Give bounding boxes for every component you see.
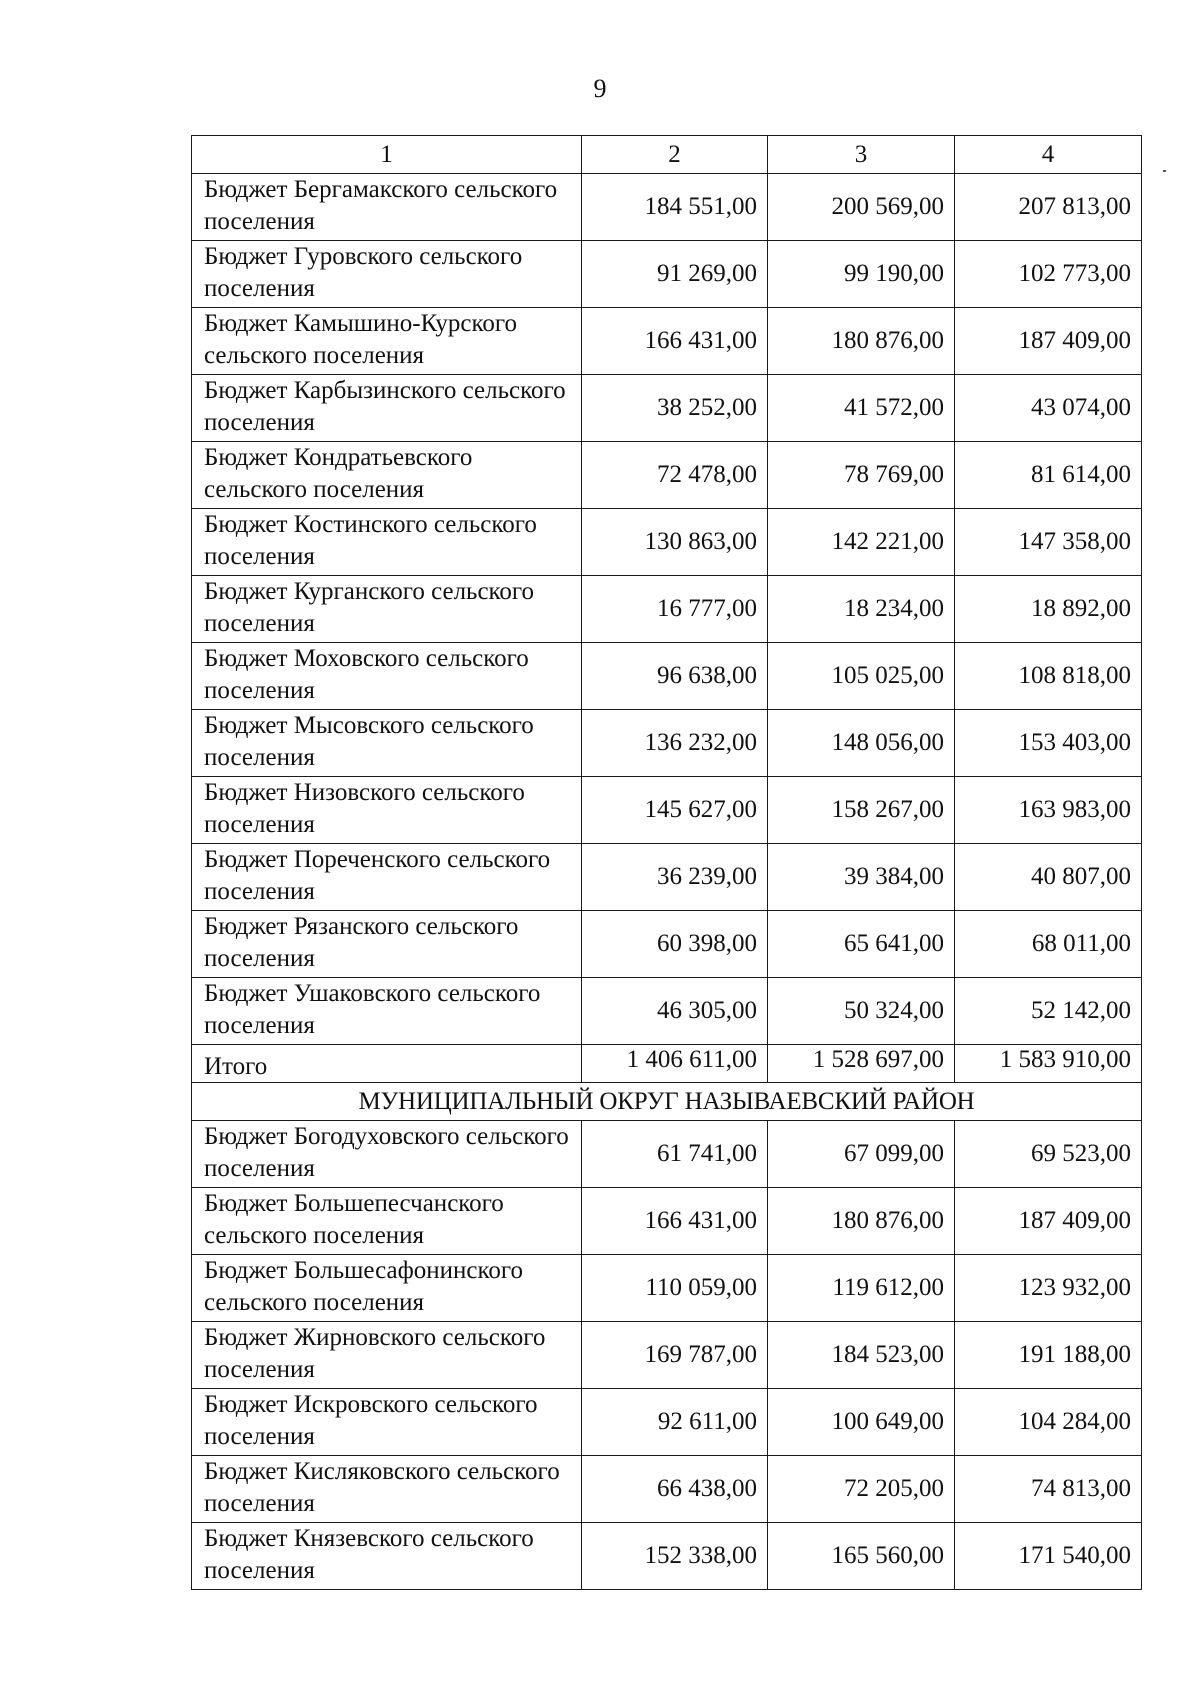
value-cell-col3: 119 612,00 <box>768 1255 955 1322</box>
value-cell-col4: 81 614,00 <box>955 442 1142 509</box>
value-cell-col4: 191 188,00 <box>955 1322 1142 1389</box>
value-cell-col4: 207 813,00 <box>955 174 1142 241</box>
value-cell-col3: 158 267,00 <box>768 777 955 844</box>
column-header: 4 <box>955 136 1142 174</box>
value-cell-col2: 110 059,00 <box>582 1255 768 1322</box>
value-cell-col2: 169 787,00 <box>582 1322 768 1389</box>
budget-name-cell: Бюджет Низовского сельского поселения <box>192 777 582 844</box>
value-cell-col3: 50 324,00 <box>768 978 955 1045</box>
total-value-col2: 1 406 611,00 <box>582 1045 768 1083</box>
scan-speck <box>1163 170 1166 172</box>
value-cell-col3: 180 876,00 <box>768 308 955 375</box>
value-cell-col3: 165 560,00 <box>768 1523 955 1590</box>
value-cell-col2: 136 232,00 <box>582 710 768 777</box>
value-cell-col4: 187 409,00 <box>955 1188 1142 1255</box>
value-cell-col3: 18 234,00 <box>768 576 955 643</box>
value-cell-col2: 36 239,00 <box>582 844 768 911</box>
table-row <box>192 442 1142 509</box>
value-cell-col4: 187 409,00 <box>955 308 1142 375</box>
value-cell-col3: 100 649,00 <box>768 1389 955 1456</box>
total-row <box>192 1045 1142 1083</box>
budget-name-cell: Бюджет Костинского сельского поселения <box>192 509 582 576</box>
value-cell-col4: 163 983,00 <box>955 777 1142 844</box>
budget-name-cell: Бюджет Рязанского сельского поселения <box>192 911 582 978</box>
value-cell-col2: 130 863,00 <box>582 509 768 576</box>
budget-name-cell: Бюджет Ушаковского сельского поселения <box>192 978 582 1045</box>
table-row <box>192 1255 1142 1322</box>
table-row <box>192 1523 1142 1590</box>
value-cell-col3: 41 572,00 <box>768 375 955 442</box>
table-row <box>192 643 1142 710</box>
value-cell-col4: 74 813,00 <box>955 1456 1142 1523</box>
value-cell-col4: 102 773,00 <box>955 241 1142 308</box>
table-row <box>192 1188 1142 1255</box>
table-row <box>192 375 1142 442</box>
value-cell-col2: 72 478,00 <box>582 442 768 509</box>
total-value-col4: 1 583 910,00 <box>955 1045 1142 1083</box>
budget-name-cell: Бюджет Карбызинского сельского поселения <box>192 375 582 442</box>
value-cell-col3: 105 025,00 <box>768 643 955 710</box>
value-cell-col3: 148 056,00 <box>768 710 955 777</box>
value-cell-col3: 67 099,00 <box>768 1121 955 1188</box>
column-header: 2 <box>582 136 768 174</box>
budget-name-cell: Бюджет Моховского сельского поселения <box>192 643 582 710</box>
budget-name-cell: Бюджет Курганского сельского поселения <box>192 576 582 643</box>
table-row <box>192 1322 1142 1389</box>
value-cell-col2: 166 431,00 <box>582 308 768 375</box>
value-cell-col2: 91 269,00 <box>582 241 768 308</box>
section-title: МУНИЦИПАЛЬНЫЙ ОКРУГ НАЗЫВАЕВСКИЙ РАЙОН <box>192 1083 1142 1121</box>
value-cell-col4: 68 011,00 <box>955 911 1142 978</box>
budget-name-cell: Бюджет Гуровского сельского поселения <box>192 241 582 308</box>
value-cell-col3: 39 384,00 <box>768 844 955 911</box>
budget-name-cell: Бюджет Бергамакского сельского поселения <box>192 174 582 241</box>
table-row <box>192 174 1142 241</box>
value-cell-col2: 96 638,00 <box>582 643 768 710</box>
value-cell-col4: 69 523,00 <box>955 1121 1142 1188</box>
value-cell-col3: 99 190,00 <box>768 241 955 308</box>
budget-name-cell: Бюджет Князевского сельского поселения <box>192 1523 582 1590</box>
table-row <box>192 308 1142 375</box>
budget-name-cell: Бюджет Камышино-Курского сельского поселения <box>192 308 582 375</box>
value-cell-col2: 46 305,00 <box>582 978 768 1045</box>
value-cell-col4: 171 540,00 <box>955 1523 1142 1590</box>
budget-name-cell: Бюджет Пореченского сельского поселения <box>192 844 582 911</box>
table-row <box>192 911 1142 978</box>
table-row <box>192 241 1142 308</box>
table-row <box>192 576 1142 643</box>
value-cell-col4: 123 932,00 <box>955 1255 1142 1322</box>
table-row <box>192 844 1142 911</box>
value-cell-col4: 18 892,00 <box>955 576 1142 643</box>
table-row <box>192 777 1142 844</box>
value-cell-col4: 43 074,00 <box>955 375 1142 442</box>
value-cell-col2: 16 777,00 <box>582 576 768 643</box>
value-cell-col2: 152 338,00 <box>582 1523 768 1590</box>
total-value-col3: 1 528 697,00 <box>768 1045 955 1083</box>
budget-name-cell: Бюджет Кисляковского сельского поселения <box>192 1456 582 1523</box>
value-cell-col3: 180 876,00 <box>768 1188 955 1255</box>
page-number: 9 <box>593 74 607 103</box>
value-cell-col2: 61 741,00 <box>582 1121 768 1188</box>
value-cell-col3: 65 641,00 <box>768 911 955 978</box>
table-row <box>192 1456 1142 1523</box>
value-cell-col2: 145 627,00 <box>582 777 768 844</box>
value-cell-col4: 108 818,00 <box>955 643 1142 710</box>
section-heading-row <box>192 1083 1142 1121</box>
budget-name-cell: Бюджет Большесафонинского сельского поселения <box>192 1255 582 1322</box>
table-row <box>192 509 1142 576</box>
budget-name-cell: Бюджет Большепесчанского сельского поселения <box>192 1188 582 1255</box>
value-cell-col3: 142 221,00 <box>768 509 955 576</box>
budget-name-cell: Бюджет Искровского сельского поселения <box>192 1389 582 1456</box>
value-cell-col3: 78 769,00 <box>768 442 955 509</box>
value-cell-col2: 184 551,00 <box>582 174 768 241</box>
total-label: Итого <box>192 1045 582 1083</box>
budget-name-cell: Бюджет Жирновского сельского поселения <box>192 1322 582 1389</box>
value-cell-col3: 200 569,00 <box>768 174 955 241</box>
value-cell-col3: 72 205,00 <box>768 1456 955 1523</box>
value-cell-col2: 66 438,00 <box>582 1456 768 1523</box>
value-cell-col2: 60 398,00 <box>582 911 768 978</box>
value-cell-col2: 38 252,00 <box>582 375 768 442</box>
column-header: 1 <box>192 136 582 174</box>
budget-table <box>191 135 1142 1590</box>
budget-name-cell: Бюджет Мысовского сельского поселения <box>192 710 582 777</box>
value-cell-col4: 153 403,00 <box>955 710 1142 777</box>
value-cell-col4: 40 807,00 <box>955 844 1142 911</box>
value-cell-col3: 184 523,00 <box>768 1322 955 1389</box>
value-cell-col4: 52 142,00 <box>955 978 1142 1045</box>
value-cell-col2: 92 611,00 <box>582 1389 768 1456</box>
value-cell-col4: 104 284,00 <box>955 1389 1142 1456</box>
table-row <box>192 1121 1142 1188</box>
value-cell-col4: 147 358,00 <box>955 509 1142 576</box>
value-cell-col2: 166 431,00 <box>582 1188 768 1255</box>
budget-name-cell: Бюджет Богодуховского сельского поселения <box>192 1121 582 1188</box>
table-row <box>192 978 1142 1045</box>
column-header-row <box>192 136 1142 174</box>
table-row <box>192 1389 1142 1456</box>
budget-name-cell: Бюджет Кондратьевского сельского поселения <box>192 442 582 509</box>
table-row <box>192 710 1142 777</box>
column-header: 3 <box>768 136 955 174</box>
